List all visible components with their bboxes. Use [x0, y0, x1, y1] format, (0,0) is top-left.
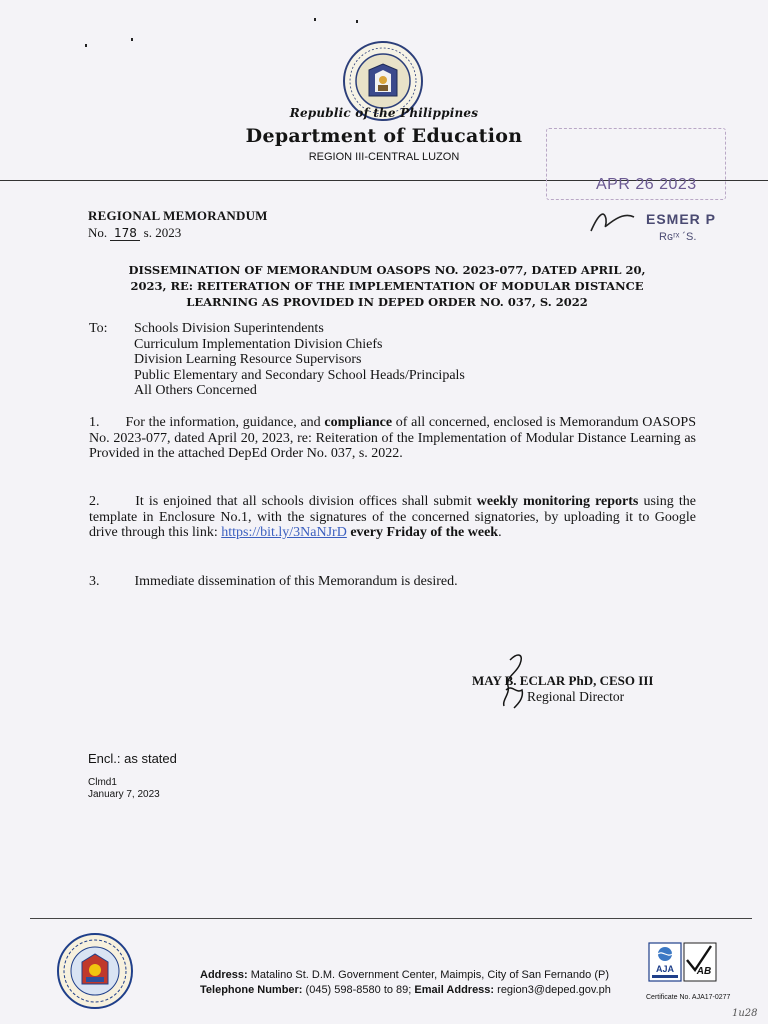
footer-address-line — [200, 968, 611, 983]
paragraph-text: using the template in Enclosure No.1, with the signatures of the concerned signatories, by uploading it to Google drive through this link: — [89, 494, 696, 540]
phone-text: (045) 598-8580 to 89; — [302, 984, 415, 996]
memo-title-line: LEARNING AS PROVIDED IN DEPED ORDER NO. 037, S. 2022 — [186, 295, 588, 309]
paragraph-number: 2. — [89, 494, 100, 509]
memo-title-line: DISSEMINATION OF MEMORANDUM OASOPS NO. 2023-077, DATED APRIL 20, — [128, 263, 646, 277]
scan-speck — [314, 18, 316, 21]
aja-certification-logo — [648, 942, 682, 982]
stamp-date: APR 26 2023 — [596, 176, 697, 193]
recipient-list — [134, 321, 465, 399]
paragraph-text: . — [498, 525, 502, 540]
ab-text: AB — [696, 966, 712, 977]
memo-type: REGIONAL MEMORANDUM — [88, 208, 268, 223]
ukas-ab-logo — [683, 942, 717, 982]
initials-code: Clmd1 — [88, 777, 117, 788]
recipient-item: Public Elementary and Secondary School Heads/Principals — [134, 367, 465, 383]
recipient-item: All Others Concerned — [134, 383, 257, 398]
email-label: Email Address: — [414, 984, 495, 996]
address-label: Address: — [200, 969, 248, 981]
memo-no-prefix: No. — [88, 225, 108, 240]
scan-speck — [356, 20, 358, 23]
stamp-subtext: Rɢʳˣ ´S. — [659, 231, 697, 243]
paragraph-text: Immediate dissemination of this Memorandum is desired. — [134, 574, 458, 589]
initials-date: January 7, 2023 — [88, 789, 160, 800]
paragraph-3 — [89, 574, 696, 590]
signatory-role: Regional Director — [527, 689, 625, 704]
recipient-item: Curriculum Implementation Division Chiefs — [134, 336, 383, 352]
recipient-item: Division Learning Resource Supervisors — [134, 352, 362, 367]
aja-text: AJA — [655, 964, 675, 974]
paragraph-1 — [89, 415, 696, 462]
memo-series: s. 2023 — [143, 225, 182, 240]
footer-contact — [200, 968, 611, 998]
paragraph-text: of all concerned, enclosed is Memorandum OASOPS No. 2023-077, dated April 20, 2023, re: Reiteration of the Implementation of Modular Distance Learning as Provided in the attached DepEd Order No. 037, s. 2022. — [89, 415, 696, 461]
memo-title — [78, 262, 696, 310]
to-label: To: — [89, 321, 108, 336]
department-heading: Department of Education — [245, 125, 523, 147]
paragraph-number: 3. — [89, 574, 100, 589]
paragraph-bold-text: every Friday of the week — [350, 525, 499, 540]
email-text: region3@deped.gov.ph — [494, 984, 611, 996]
deped-footer-seal-icon — [56, 932, 134, 1010]
paragraph-text: For the information, guidance, and — [125, 415, 325, 430]
memo-number: 178 — [110, 226, 140, 241]
scan-speck — [85, 44, 87, 47]
google-drive-link[interactable]: https://bit.ly/3NaNJrD — [221, 525, 347, 540]
footer-contact-line — [200, 983, 611, 998]
paragraph-number: 1. — [89, 415, 100, 430]
certificate-number: Certificate No. AJA17-0277 — [646, 994, 731, 1001]
scan-speck — [131, 38, 133, 41]
paragraph-bold-text: weekly monitoring reports — [476, 494, 639, 509]
region-heading: REGION III-CENTRAL LUZON — [308, 151, 460, 163]
phone-label: Telephone Number: — [200, 984, 303, 996]
recipient-item: Schools Division Superintendents — [134, 321, 324, 336]
stamp-name: ESMER P — [646, 211, 717, 227]
paragraph-bold-text: compliance — [324, 415, 393, 430]
republic-heading: Republic of the Philippines — [289, 106, 479, 120]
address-text: Matalino St. D.M. Government Center, Maimpis, City of San Fernando (P) — [247, 969, 609, 981]
paragraph-2 — [89, 494, 696, 541]
enclosure-note: Encl.: as stated — [88, 751, 177, 766]
page-code: 1u28 — [732, 1008, 758, 1019]
stamp-signature — [588, 205, 638, 235]
memo-number-line — [88, 225, 181, 241]
footer-divider — [30, 918, 752, 919]
memo-title-line: 2023, RE: REITERATION OF THE IMPLEMENTATION OF MODULAR DISTANCE — [130, 279, 644, 293]
signatory-name: MAY B. ECLAR PhD, CESO III — [472, 673, 654, 688]
reference-initials — [88, 777, 160, 801]
paragraph-text: It is enjoined that all schools division offices shall submit — [135, 494, 477, 509]
